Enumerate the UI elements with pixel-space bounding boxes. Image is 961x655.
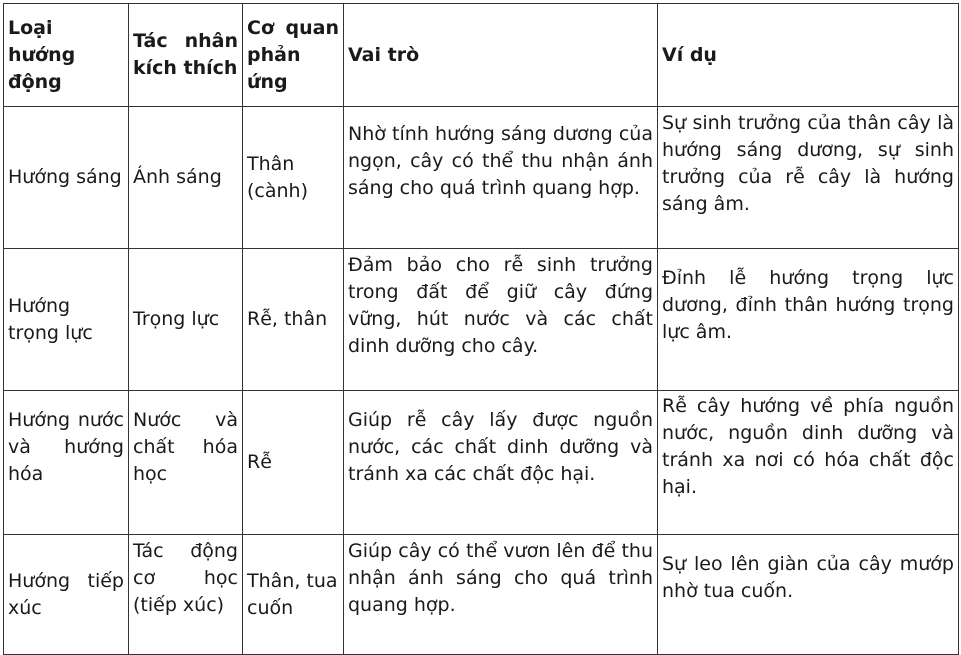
cell-stimulus: Nước và chất hóa học (129, 391, 243, 535)
cell-role: Giúp rễ cây lấy được nguồn nước, các chất dinh dưỡng và tránh xa các chất độc hại. (344, 391, 658, 535)
cell-stimulus: Ánh sáng (129, 107, 243, 249)
table-header-row (4, 4, 959, 107)
header-stimulus: Tác nhân kích thích (129, 4, 243, 107)
cell-responding-organ: Thân, tua cuốn (243, 535, 344, 655)
cell-example: Sự leo lên giàn của cây mướp nhờ tua cuốn. (658, 535, 959, 655)
cell-role: Giúp cây có thể vươn lên để thu nhận ánh sáng cho quá trình quang hợp. (344, 535, 658, 655)
tropism-table (3, 3, 959, 655)
cell-tropism-type: Hướng trọng lực (4, 249, 129, 391)
cell-tropism-type: Hướng sáng (4, 107, 129, 249)
cell-tropism-type: Hướng nước và hướng hóa (4, 391, 129, 535)
cell-role: Đảm bảo cho rễ sinh trưởng trong đất để giữ cây đứng vững, hút nước và các chất dinh dưỡng cho cây. (344, 249, 658, 391)
cell-example: Rễ cây hướng về phía nguồn nước, nguồn dinh dưỡng và tránh xa nơi có hóa chất độc hại. (658, 391, 959, 535)
cell-stimulus: Tác động cơ học (tiếp xúc) (129, 535, 243, 655)
table-row (4, 391, 959, 535)
cell-stimulus: Trọng lực (129, 249, 243, 391)
cell-responding-organ: Thân (cành) (243, 107, 344, 249)
cell-tropism-type: Hướng tiếp xúc (4, 535, 129, 655)
cell-responding-organ: Rễ, thân (243, 249, 344, 391)
cell-responding-organ: Rễ (243, 391, 344, 535)
header-tropism-type: Loại hướng động (4, 4, 129, 107)
table-row (4, 535, 959, 655)
cell-example: Sự sinh trưởng của thân cây là hướng sáng dương, sự sinh trưởng của rễ cây là hướng sáng âm. (658, 107, 959, 249)
cell-example: Đỉnh lễ hướng trọng lực dương, đỉnh thân hướng trọng lực âm. (658, 249, 959, 391)
header-responding-organ: Cơ quan phản ứng (243, 4, 344, 107)
cell-role: Nhờ tính hướng sáng dương của ngọn, cây có thể thu nhận ánh sáng cho quá trình quang hợp. (344, 107, 658, 249)
table-row (4, 107, 959, 249)
header-example: Ví dụ (658, 4, 959, 107)
header-role: Vai trò (344, 4, 658, 107)
table-row (4, 249, 959, 391)
